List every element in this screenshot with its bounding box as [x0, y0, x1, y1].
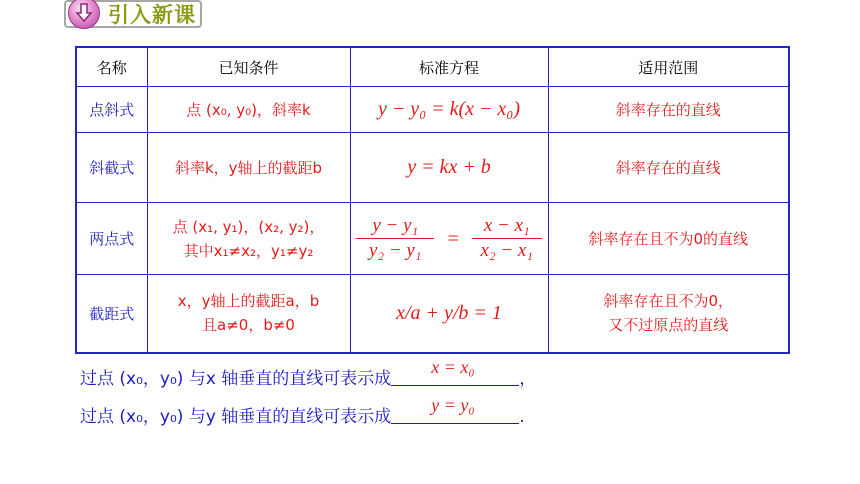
answer-text: x = x₀: [431, 357, 475, 377]
statement-prefix: 过点 (x₀，y₀) 与x 轴垂直的直线可表示成: [80, 369, 392, 389]
table-row: [76, 87, 789, 133]
row-name: 两点式: [76, 203, 147, 275]
column-header: 标准方程: [350, 47, 548, 87]
row-equation: [350, 203, 548, 275]
condition-line: 且a≠0，b≠0: [202, 316, 295, 335]
row-name: 斜截式: [76, 133, 147, 203]
condition-line: 其中x₁≠x₂，y₁≠y₂: [183, 241, 314, 260]
fraction-numerator: x − x₁: [483, 215, 530, 236]
equation-text: x/a + y/b = 1: [396, 301, 502, 324]
column-header: 适用范围: [548, 47, 789, 87]
row-scope: 斜率存在且不为0的直线: [548, 203, 789, 275]
row-scope: 斜率存在的直线: [548, 133, 789, 203]
fraction-numerator: y − y₁: [372, 215, 419, 236]
row-condition: [147, 203, 350, 275]
statement-vertical-line: [80, 357, 537, 389]
statement-prefix: 过点 (x₀，y₀) 与y 轴垂直的直线可表示成: [80, 407, 392, 427]
table-row: [76, 275, 789, 353]
condition-line: x，y轴上的截距a，b: [177, 292, 320, 311]
condition-line: 点 (x₁, y₁)，(x₂, y₂)，: [172, 217, 325, 236]
table-header-row: [76, 47, 789, 87]
statement-suffix: ，: [519, 369, 537, 389]
row-condition: 斜率k，y轴上的截距b: [147, 133, 350, 203]
fraction-denominator: x₂ − x₁: [480, 240, 533, 261]
table-row: [76, 133, 789, 203]
equation-text: y − y₀ = k(x − x₀): [377, 98, 521, 120]
fraction-denominator: y₂ − y₁: [369, 240, 422, 261]
fraction-right: [472, 214, 542, 263]
line-equation-table: [75, 46, 790, 354]
column-header: 已知条件: [147, 47, 350, 87]
column-header: 名称: [76, 47, 147, 87]
row-scope: 斜率存在的直线: [548, 87, 789, 133]
row-scope: [548, 275, 789, 353]
section-badge: [64, 0, 202, 28]
answer-text: y = y₀: [431, 395, 475, 415]
equation-text: y = kx + b: [407, 156, 491, 178]
row-condition: [147, 275, 350, 353]
row-equation: [350, 133, 548, 203]
equals-sign: =: [446, 227, 460, 250]
down-arrow-icon: [68, 0, 100, 29]
statement-horizontal-line: [80, 395, 525, 427]
fraction-left: [356, 214, 434, 263]
row-name: 点斜式: [76, 87, 147, 133]
scope-line: 又不过原点的直线: [608, 316, 729, 335]
section-title: 引入新课: [108, 3, 196, 27]
row-condition: 点 (x₀, y₀)，斜率k: [147, 87, 350, 133]
row-equation: [350, 87, 548, 133]
scope-line: 斜率存在且不为0，: [603, 292, 734, 311]
statement-suffix: .: [519, 407, 525, 427]
answer-blank: [391, 357, 519, 386]
answer-blank: [391, 395, 519, 424]
table-row: [76, 203, 789, 275]
row-name: 截距式: [76, 275, 147, 353]
two-point-formula: [351, 214, 548, 263]
row-equation: [350, 275, 548, 353]
